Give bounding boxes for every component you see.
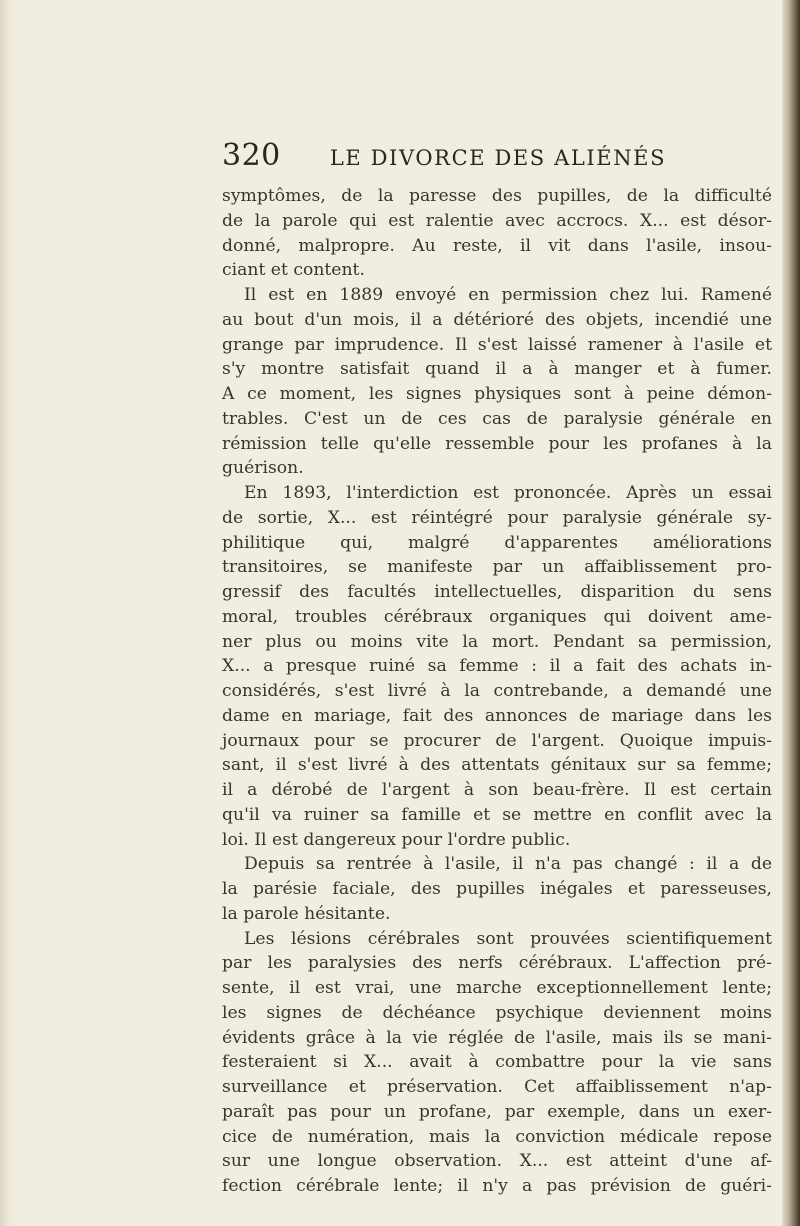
text-line: de sortie, X... est réintégré pour paralysie générale sy- <box>222 507 772 528</box>
text-line: journaux pour se procurer de l'argent. Quoique impuis- <box>222 730 772 751</box>
page-header <box>222 138 666 173</box>
text-line: X... a presque ruiné sa femme : il a fait des achats in- <box>222 656 772 677</box>
text-line: cice de numération, mais la conviction médicale repose <box>222 1126 772 1147</box>
text-line: ciant et content. <box>222 260 365 281</box>
text-line: loi. Il est dangereux pour l'ordre public. <box>222 829 571 850</box>
text-line: En 1893, l'interdiction est prononcée. Après un essai <box>244 483 772 503</box>
text-line: symptômes, de la paresse des pupilles, de la difficulté <box>222 186 772 206</box>
text-line: A ce moment, les signes physiques sont à peine démon- <box>222 384 772 404</box>
page-right-edge <box>782 0 800 1226</box>
text-line: festeraient si X... avait à combattre pour la vie sans <box>222 1052 772 1073</box>
text-line: fection cérébrale lente; il n'y a pas prévision de guéri- <box>222 1176 772 1196</box>
text-line: rémission telle qu'elle ressemble pour les profanes à la <box>222 433 772 454</box>
text-line: Les lésions cérébrales sont prouvées scientifiquement <box>244 928 772 949</box>
text-line: la parésie faciale, des pupilles inégales et paresseuses, <box>222 879 772 899</box>
text-line: guérison. <box>222 458 304 479</box>
text-line: paraît pas pour un profane, par exemple, dans un exer- <box>222 1101 772 1122</box>
text-line: qu'il va ruiner sa famille et se mettre en conflit avec la <box>222 804 772 825</box>
text-line: s'y montre satisfait quand il a à manger et à fumer. <box>222 359 772 380</box>
text-line: par les paralysies des nerfs cérébraux. L'affection pré- <box>222 953 772 974</box>
text-line: philitique qui, malgré d'apparentes améliorations <box>222 532 772 553</box>
text-line: transitoires, se manifeste par un affaiblissement pro- <box>222 557 772 578</box>
text-line: moral, troubles cérébraux organiques qui doivent ame- <box>222 606 772 627</box>
text-line: Depuis sa rentrée à l'asile, il n'a pas changé : il a de <box>244 854 772 875</box>
text-line: trables. C'est un de ces cas de paralysie générale en <box>222 408 772 429</box>
text-line: grange par imprudence. Il s'est laissé ramener à l'asile et <box>222 334 772 355</box>
text-line: de la parole qui est ralentie avec accrocs. X... est désor- <box>222 210 772 231</box>
text-line: considérés, s'est livré à la contrebande, a demandé une <box>222 681 772 701</box>
text-line: dame en mariage, fait des annonces de mariage dans les <box>222 705 772 726</box>
text-line: sant, il s'est livré à des attentats génitaux sur sa femme; <box>222 755 772 776</box>
text-line: au bout d'un mois, il a détérioré des objets, incendié une <box>222 309 772 330</box>
page-left-edge <box>0 0 14 1226</box>
text-line: la parole hésitante. <box>222 903 391 924</box>
text-line: ner plus ou moins vite la mort. Pendant sa permission, <box>222 631 772 652</box>
text-line: sur une longue observation. X... est atteint d'une af- <box>222 1151 772 1172</box>
text-line: surveillance et préservation. Cet affaiblissement n'ap- <box>222 1077 772 1097</box>
text-line: Il est en 1889 envoyé en permission chez lui. Ramené <box>244 285 772 305</box>
text-line: donné, malpropre. Au reste, il vit dans l'asile, insou- <box>222 235 772 256</box>
text-line: il a dérobé de l'argent à son beau-frère. Il est certain <box>222 780 772 800</box>
text-line: gressif des facultés intellectuelles, disparition du sens <box>222 582 772 602</box>
text-line: évidents grâce à la vie réglée de l'asile, mais ils se mani- <box>222 1027 772 1048</box>
page-number: 320 <box>222 138 281 173</box>
text-line: sente, il est vrai, une marche exceptionnellement lente; <box>222 978 772 998</box>
text-line: les signes de déchéance psychique deviennent moins <box>222 1002 772 1023</box>
body-text <box>222 184 772 1199</box>
running-title: LE DIVORCE DES ALIÉNÉS <box>329 146 667 170</box>
